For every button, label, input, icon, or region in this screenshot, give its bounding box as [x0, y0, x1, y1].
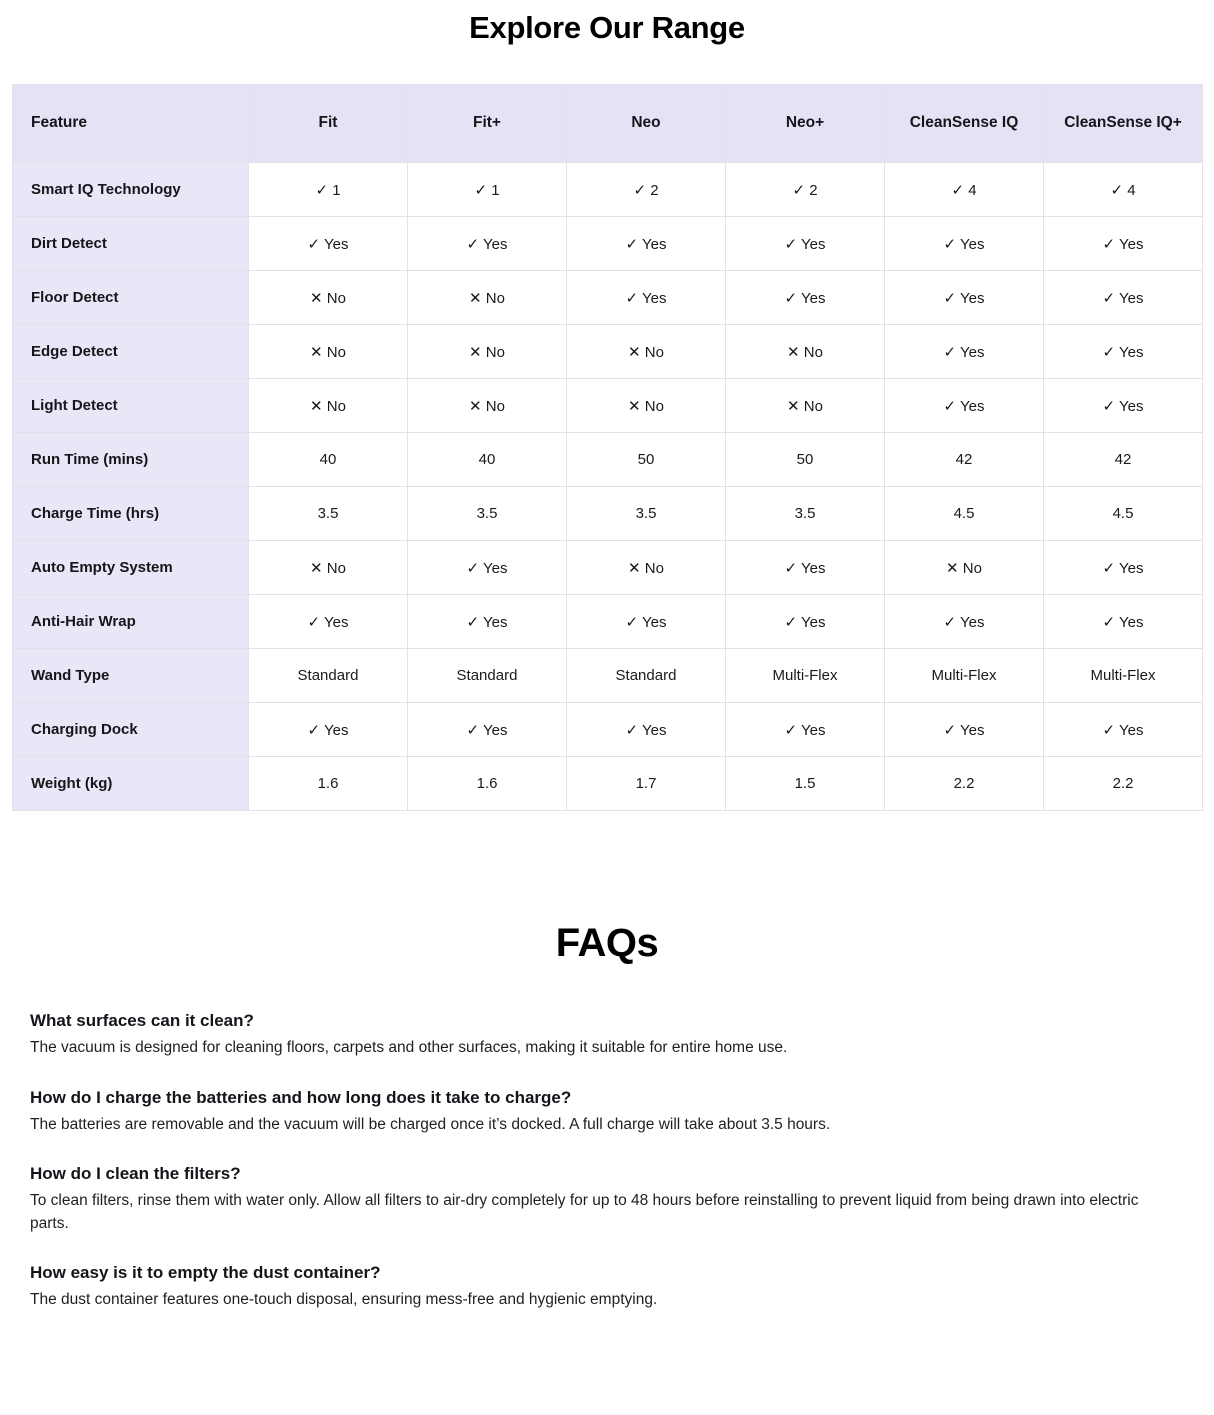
cell-value: ✓ Yes	[249, 217, 408, 271]
cell-value: ✓ Yes	[885, 217, 1044, 271]
cell-value: 1.6	[408, 757, 567, 811]
cell-value: 42	[885, 433, 1044, 487]
column-header-fit-plus: Fit+	[408, 85, 567, 163]
cell-value: ✓ Yes	[408, 703, 567, 757]
cell-value: ✓ Yes	[1044, 379, 1203, 433]
faq-list	[30, 1010, 1184, 1312]
cell-value: Multi-Flex	[726, 649, 885, 703]
cell-value: 3.5	[408, 487, 567, 541]
cell-value: ✓ Yes	[567, 271, 726, 325]
cell-value: ✓ Yes	[726, 595, 885, 649]
cell-value: ✕ No	[249, 325, 408, 379]
row-feature-label: Edge Detect	[13, 325, 249, 379]
product-comparison-page	[0, 6, 1214, 1415]
cell-value: ✕ No	[885, 541, 1044, 595]
comparison-table	[12, 84, 1203, 811]
table-row	[13, 325, 1203, 379]
table-body	[13, 163, 1203, 811]
cell-value: 42	[1044, 433, 1203, 487]
cell-value: 2.2	[885, 757, 1044, 811]
row-feature-label: Run Time (mins)	[13, 433, 249, 487]
row-feature-label: Wand Type	[13, 649, 249, 703]
cell-value: ✓ Yes	[1044, 217, 1203, 271]
cell-value: ✓ 2	[567, 163, 726, 217]
row-feature-label: Charging Dock	[13, 703, 249, 757]
cell-value: ✓ 4	[885, 163, 1044, 217]
table-header	[13, 85, 1203, 163]
table-row	[13, 487, 1203, 541]
cell-value: ✓ 4	[1044, 163, 1203, 217]
row-feature-label: Anti-Hair Wrap	[13, 595, 249, 649]
faq-answer: The dust container features one-touch disposal, ensuring mess-free and hygienic emptying.	[30, 1291, 658, 1309]
cell-value: ✓ Yes	[726, 541, 885, 595]
cell-value: Multi-Flex	[885, 649, 1044, 703]
cell-value: ✓ Yes	[885, 595, 1044, 649]
row-feature-label: Dirt Detect	[13, 217, 249, 271]
cell-value: 1.7	[567, 757, 726, 811]
table-row	[13, 541, 1203, 595]
cell-value: 3.5	[726, 487, 885, 541]
row-feature-label: Light Detect	[13, 379, 249, 433]
cell-value: ✕ No	[726, 379, 885, 433]
cell-value: 50	[567, 433, 726, 487]
table-row	[13, 433, 1203, 487]
cell-value: ✓ 2	[726, 163, 885, 217]
cell-value: ✓ Yes	[567, 217, 726, 271]
column-header-cleansense-iq-plus: CleanSense IQ+	[1044, 85, 1203, 163]
cell-value: ✓ Yes	[408, 595, 567, 649]
cell-value: 1.6	[249, 757, 408, 811]
row-feature-label: Charge Time (hrs)	[13, 487, 249, 541]
faq-question[interactable]: How do I clean the filters?	[30, 1164, 241, 1184]
cell-value: ✕ No	[567, 325, 726, 379]
cell-value: 4.5	[1044, 487, 1203, 541]
row-feature-label: Floor Detect	[13, 271, 249, 325]
faq-answer: The vacuum is designed for cleaning floors, carpets and other surfaces, making it suitable for entire home use.	[30, 1039, 788, 1057]
cell-value: Standard	[408, 649, 567, 703]
cell-value: ✓ Yes	[1044, 271, 1203, 325]
faq-answer: To clean filters, rinse them with water only. Allow all filters to air-dry completely for up to 48 hours before reinstalling to prevent liquid from being drawn into electric parts.	[30, 1192, 1139, 1232]
cell-value: ✓ 1	[408, 163, 567, 217]
cell-value: Standard	[249, 649, 408, 703]
cell-value: ✓ Yes	[567, 703, 726, 757]
cell-value: 50	[726, 433, 885, 487]
faq-item[interactable]	[30, 1262, 1184, 1312]
table-row	[13, 163, 1203, 217]
column-header-cleansense-iq: CleanSense IQ	[885, 85, 1044, 163]
cell-value: ✓ Yes	[1044, 595, 1203, 649]
cell-value: ✕ No	[249, 379, 408, 433]
cell-value: 3.5	[249, 487, 408, 541]
cell-value: ✓ Yes	[885, 379, 1044, 433]
row-feature-label: Smart IQ Technology	[13, 163, 249, 217]
cell-value: ✓ Yes	[567, 595, 726, 649]
cell-value: 1.5	[726, 757, 885, 811]
column-header-neo: Neo	[567, 85, 726, 163]
cell-value: 40	[408, 433, 567, 487]
cell-value: ✓ Yes	[1044, 325, 1203, 379]
cell-value: ✓ Yes	[408, 217, 567, 271]
column-header-feature: Feature	[13, 85, 249, 163]
table-row	[13, 595, 1203, 649]
cell-value: 4.5	[885, 487, 1044, 541]
cell-value: 40	[249, 433, 408, 487]
row-feature-label: Weight (kg)	[13, 757, 249, 811]
table-row	[13, 379, 1203, 433]
faq-item[interactable]	[30, 1163, 1184, 1235]
cell-value: 3.5	[567, 487, 726, 541]
cell-value: ✕ No	[408, 325, 567, 379]
comparison-table-container	[12, 84, 1202, 811]
cell-value: ✓ Yes	[249, 703, 408, 757]
faq-item[interactable]	[30, 1087, 1184, 1137]
page-title: Explore Our Range	[469, 10, 745, 45]
faq-heading: FAQs	[555, 921, 659, 965]
faq-question[interactable]: What surfaces can it clean?	[30, 1011, 254, 1030]
cell-value: ✓ Yes	[726, 217, 885, 271]
column-header-neo-plus: Neo+	[726, 85, 885, 163]
column-header-fit: Fit	[249, 85, 408, 163]
table-row	[13, 217, 1203, 271]
cell-value: ✓ Yes	[408, 541, 567, 595]
cell-value: ✕ No	[408, 379, 567, 433]
cell-value: ✓ Yes	[1044, 541, 1203, 595]
cell-value: ✓ Yes	[249, 595, 408, 649]
cell-value: ✓ Yes	[885, 271, 1044, 325]
table-row	[13, 703, 1203, 757]
cell-value: ✓ Yes	[1044, 703, 1203, 757]
cell-value: ✕ No	[249, 541, 408, 595]
table-header-row	[13, 85, 1203, 163]
cell-value: Standard	[567, 649, 726, 703]
cell-value: ✕ No	[249, 271, 408, 325]
faq-question[interactable]: How easy is it to empty the dust container?	[30, 1263, 381, 1283]
row-feature-label: Auto Empty System	[13, 541, 249, 595]
cell-value: ✓ Yes	[726, 703, 885, 757]
faq-question[interactable]: How do I charge the batteries and how long does it take to charge?	[30, 1087, 572, 1107]
cell-value: ✕ No	[408, 271, 567, 325]
cell-value: ✓ Yes	[885, 325, 1044, 379]
cell-value: ✕ No	[567, 541, 726, 595]
faq-item[interactable]	[30, 1010, 1184, 1060]
cell-value: ✓ Yes	[885, 703, 1044, 757]
faq-answer: The batteries are removable and the vacuum will be charged once it’s docked. A full charge will take about 3.5 hours.	[30, 1115, 831, 1133]
cell-value: ✕ No	[567, 379, 726, 433]
cell-value: Multi-Flex	[1044, 649, 1203, 703]
cell-value: 2.2	[1044, 757, 1203, 811]
table-row	[13, 649, 1203, 703]
table-row	[13, 757, 1203, 811]
table-row	[13, 271, 1203, 325]
cell-value: ✓ 1	[249, 163, 408, 217]
cell-value: ✕ No	[726, 325, 885, 379]
cell-value: ✓ Yes	[726, 271, 885, 325]
